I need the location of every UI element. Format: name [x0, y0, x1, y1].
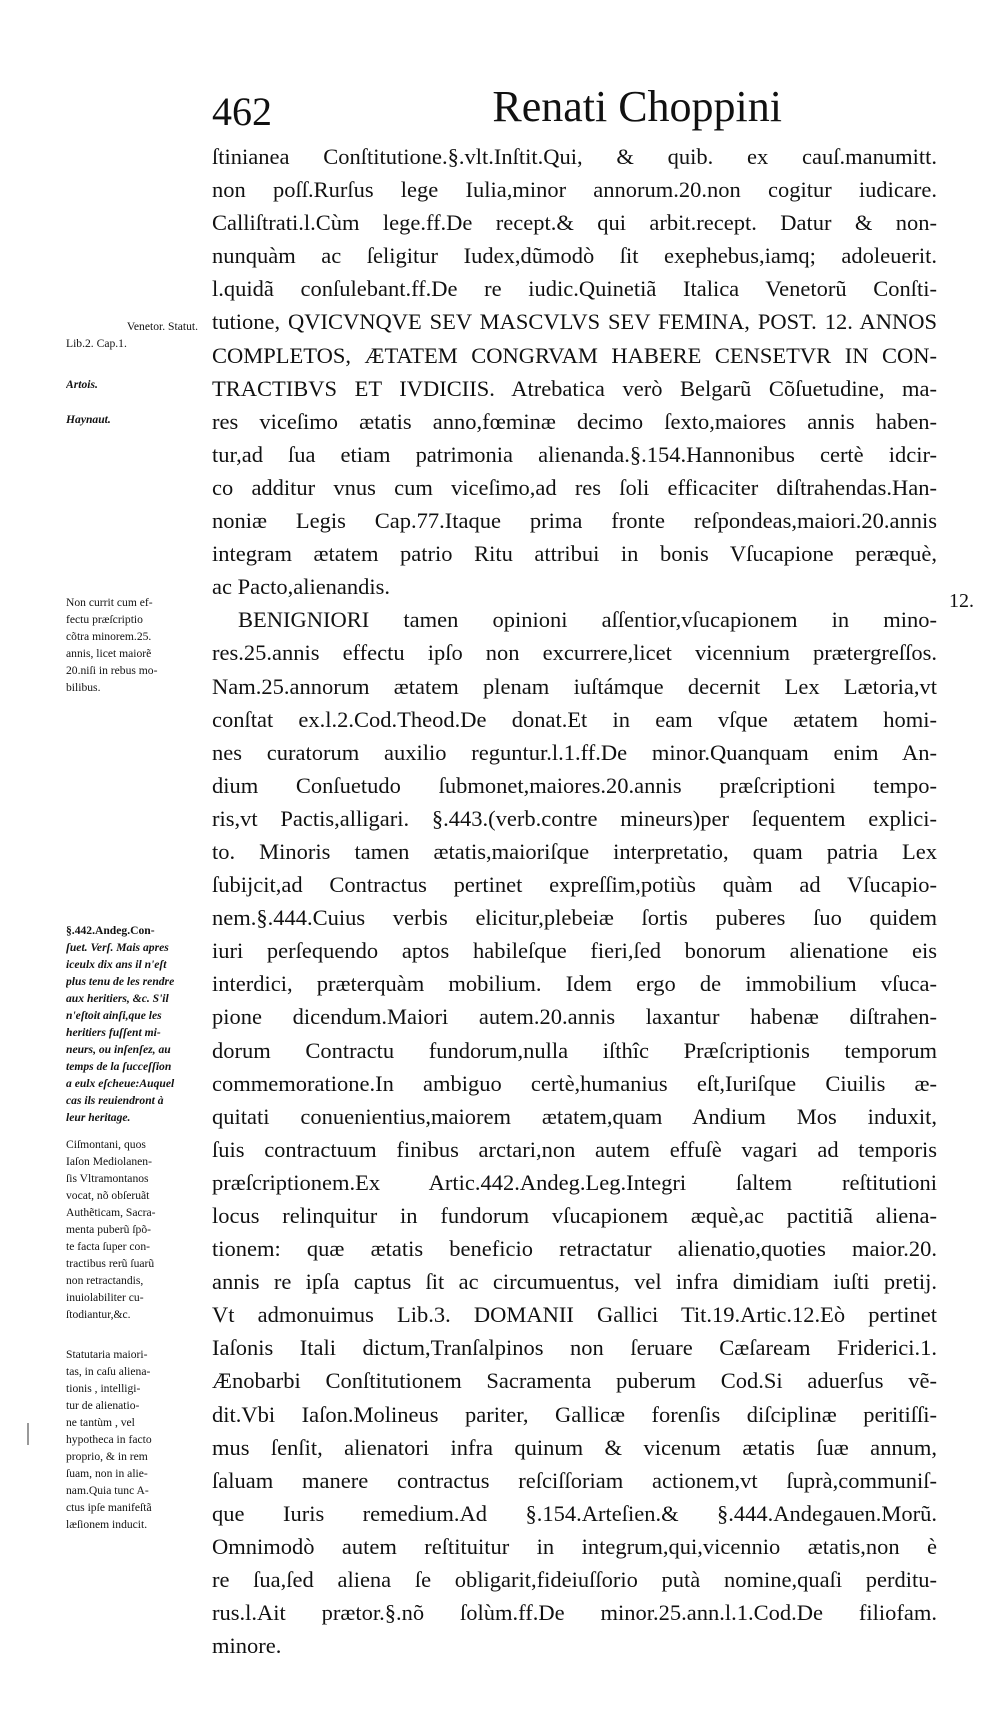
page-number: 462: [212, 89, 272, 134]
section-number: 12.: [949, 590, 974, 612]
marginal-note-line: n'eſtoit ainſi,que les: [66, 1009, 162, 1022]
marginal-note-line: plus tenu de les rendre: [66, 975, 175, 988]
marginal-note-line: §.442.Andeg.Con-: [66, 924, 155, 937]
marginal-note-line: tractibus rerũ ſuarũ: [66, 1257, 155, 1270]
marginal-note-line: annis, licet maiorẽ: [66, 647, 152, 660]
marginal-note-cismontani: [66, 1136, 198, 1323]
marginal-note-line: menta puberũ ſpõ-: [66, 1223, 151, 1236]
text-line: ſaluam manere contractus reſciſſoriam actionem,vt ſuprà,communiſ-: [212, 1467, 937, 1493]
marginal-note-line: Artois.: [66, 378, 98, 391]
marginal-note-line: non retractandis,: [66, 1274, 144, 1287]
marginal-note-line: cõtra minorem.25.: [66, 630, 152, 643]
marginal-note-haynaut: [66, 411, 198, 428]
text-line: pione dicendum.Maiori autem.20.annis laxantur habenæ diſtrahen-: [212, 1004, 937, 1030]
text-line: ſtinianea Conſtitutione.§.vlt.Inſtit.Qui, & quib. ex cauſ.manumitt.: [212, 144, 937, 169]
text-line: tur,ad ſua etiam patrimonia alienanda.§.154.Hannonibus certè idcir-: [212, 441, 937, 467]
text-line: que Iuris remedium.Ad §.154.Arteſien.& §.444.Andegauen.Morũ.: [212, 1500, 937, 1526]
marginal-note-line: neurs, ou inſenſez, au: [66, 1043, 171, 1056]
paragraph-start-line: BENIGNIORI tamen opinioni aſſentior,vſucapionem in mino-: [238, 607, 937, 633]
marginal-note-line: fectu præſcriptio: [66, 613, 143, 626]
marginal-note-line: Lib.2. Cap.1.: [66, 337, 127, 350]
marginal-note-line: ſuet. Verſ. Mais apres: [66, 941, 169, 954]
marginal-note-line: inuiolabiliter cu-: [66, 1291, 144, 1304]
marginal-note-line: tas, in caſu aliena-: [66, 1365, 151, 1378]
text-line: rus.l.Ait prætor.§.nõ ſolùm.ff.De minor.25.ann.l.1.Cod.De filiofam.: [212, 1600, 937, 1626]
text-line: tutione, QVICVNQVE SEV MASCVLVS SEV FEMINA, POST. 12. ANNOS: [212, 309, 937, 335]
marginal-note-line: Venetor. Statut.: [126, 320, 198, 333]
marginal-note-line: leur heritage.: [66, 1111, 131, 1124]
text-line: commemoratione.In ambiguo certè,humanius eſt,Iuriſque Ciuilis æ-: [212, 1070, 937, 1096]
text-line: nes curatorum auxilio reguntur.l.1.ff.De minor.Quanquam enim An-: [212, 739, 937, 765]
marginal-note-line: Authẽticam, Sacra-: [66, 1206, 156, 1219]
text-line: Nam.25.annorum ætatem plenam iuſtámque decernit Lex Lætoria,vt: [212, 673, 937, 699]
text-line: Calliſtrati.l.Cùm lege.ff.De recept.& qui arbit.recept. Datur & non-: [212, 210, 937, 236]
marginal-note-line: a eulx eſcheue:Auquel: [66, 1077, 175, 1090]
text-line: interdici, præterquàm mobilium. Idem ergo de immobilium vſuca-: [212, 971, 937, 997]
marginal-note-line: Ciſmontani, quos: [66, 1138, 146, 1151]
text-line: co additur vnus cum viceſimo,ad res ſoli efficaciter diſtrahendas.Han-: [212, 474, 937, 500]
text-line: dium Conſuetudo ſubmonet,maiores.20.annis præſcriptioni tempo-: [212, 772, 937, 798]
marginal-note-statutaria: [66, 1346, 198, 1533]
text-line: integram ætatem patrio Ritu attribui in bonis Vſucapione peræquè,: [212, 541, 937, 567]
main-text-block: [212, 140, 937, 1695]
marginal-note-line: Statutaria maiori-: [66, 1348, 148, 1361]
text-line: [212, 1662, 937, 1695]
text-line: ris,vt Pactis,alligari. §.443.(verb.contre mineurs)per ſequentem explici-: [212, 805, 937, 831]
marginal-note-line: tionis , intelligi-: [66, 1382, 141, 1395]
marginal-note-line: temps de la ſucceſſion: [66, 1060, 172, 1073]
text-line: l.quidã conſulebant.ff.De re iudic.Quinetiã Italica Venetorũ Conſti-: [212, 276, 937, 302]
text-line: Vt admonuimus Lib.3. DOMANII Gallici Tit.19.Artic.12.Eò pertinet: [212, 1302, 937, 1328]
text-line: COMPLETOS, ÆTATEM CONGRVAM HABERE CENSETVR IN CON-: [212, 342, 937, 368]
marginal-note-andeg: [66, 922, 198, 1126]
marginal-note-venetor: [66, 318, 198, 352]
marginal-note-line: iceulx dix ans il n'eſt: [66, 958, 167, 971]
text-line: nem.§.444.Cuius verbis elicitur,plebeiæ ſortis puberes ſuo quidem: [212, 905, 937, 931]
text-line: mus ſenſit, alienatori infra quinum & vicenum ætatis ſuæ annum,: [212, 1434, 937, 1460]
margin-mark: [27, 1423, 29, 1445]
marginal-note-non-currit: [66, 594, 198, 696]
text-line: Omnimodò autem reſtituitur in integrum,qui,vicennio ætatis,non è: [212, 1533, 937, 1559]
marginal-note-line: tur de alienatio-: [66, 1399, 140, 1412]
marginal-note-line: te facta ſuper con-: [66, 1240, 151, 1253]
text-line: præſcriptionem.Ex Artic.442.Andeg.Leg.Integri ſaltem reſtitutioni: [212, 1169, 937, 1195]
marginal-note-line: ne tantùm , vel: [66, 1416, 135, 1429]
text-line: non poſſ.Rurſus lege Iulia,minor annorum.20.non cogitur iudicare.: [212, 177, 937, 203]
text-line: conſtat ex.l.2.Cod.Theod.De donat.Et in eam vſque ætatem homi-: [212, 706, 937, 732]
text-line: ſuis contractuum finibus arctari,non autem effuſè vagari ad temporis: [212, 1136, 937, 1162]
text-line: dit.Vbi Iaſon.Molineus pariter, Gallicæ forenſis diſciplinæ peritiſſi-: [212, 1401, 937, 1427]
text-line: tionem: quæ ætatis beneficio retractatur alienatio,quoties maior.20.: [212, 1236, 937, 1262]
marginal-note-line: bilibus.: [66, 681, 101, 694]
marginal-note-line: Haynaut.: [66, 413, 111, 426]
marginal-note-line: ſuam, non in alie-: [66, 1467, 148, 1480]
text-line: iuri perſequendo aptos habileſque fieri,ſed bonorum alienatione eis: [212, 938, 937, 964]
marginal-note-line: nam.Quia tunc A-: [66, 1484, 149, 1497]
running-title: Renati Choppini: [492, 82, 782, 131]
marginal-note-artois: [66, 376, 198, 393]
text-line: res.25.annis effectu ipſo non excurrere,licet vicennium prætergreſſos.: [212, 640, 937, 666]
marginal-note-line: cas ils reuiendront à: [66, 1094, 164, 1107]
text-line: to. Minoris tamen ætatis,maioriſque interpretatio, quam patria Lex: [212, 838, 937, 864]
marginal-note-line: aux heritiers, &c. S'il: [66, 992, 169, 1005]
page-header: [212, 82, 782, 138]
text-line: nunquàm ac ſeligitur Iudex,dũmodò ſit exephebus,iamq; adoleuerit.: [212, 243, 937, 269]
text-line: noniæ Legis Cap.77.Itaque prima fronte reſpondeas,maiori.20.annis: [212, 508, 937, 534]
text-line: minore.: [212, 1633, 282, 1659]
text-line: annis re ipſa captus ſit ac circumuentus, vel infra dimidiam iuſti pretij.: [212, 1269, 937, 1295]
marginal-note-line: heritiers fuſſent mi-: [66, 1026, 161, 1039]
marginal-note-line: ctus ipſe manifeſtã: [66, 1501, 152, 1514]
text-line: res viceſimo ætatis anno,fœminæ decimo ſexto,maiores annis haben-: [212, 408, 937, 434]
text-line: Iaſonis Itali dictum,Tranſalpinos non ſeruare Cæſaream Friderici.1.: [212, 1335, 937, 1361]
text-line: ſubijcit,ad Contractus pertinet expreſſim,potiùs quàm ad Vſucapio-: [212, 872, 937, 898]
text-line: TRACTIBVS ET IVDICIIS. Atrebatica verò Belgarũ Cõſuetudine, ma-: [212, 375, 937, 401]
text-line: Ænobarbi Conſtitutionem Sacramenta puberum Cod.Si aduerſus vẽ-: [212, 1368, 937, 1394]
text-line: re ſua,ſed aliena ſe obligarit,fideiuſſorio putà nomine,quaſi perditu-: [212, 1567, 937, 1593]
marginal-note-line: ſtodiantur,&c.: [66, 1308, 131, 1321]
marginal-note-line: hypotheca in facto: [66, 1433, 152, 1446]
marginal-note-line: Iaſon Mediolanen-: [66, 1155, 152, 1168]
text-line: locus relinquitur in fundorum vſucapionem æquè,ac pactitiã aliena-: [212, 1203, 937, 1228]
text-line: ac Pacto,alienandis.: [212, 574, 391, 600]
marginal-note-line: læſionem inducit.: [66, 1518, 148, 1531]
marginal-note-line: ſis Vltramontanos: [66, 1172, 149, 1185]
text-line: quitati conuenientius,maiorem ætatem,quam Andium Mos induxit,: [212, 1103, 937, 1129]
marginal-note-line: vocat, nõ obſeruãt: [66, 1189, 150, 1202]
text-line: dorum Contractu fundorum,nulla iſthîc Præſcriptionis temporum: [212, 1037, 937, 1063]
marginal-note-line: proprio, & in rem: [66, 1450, 148, 1463]
marginal-note-line: Non currit cum ef-: [66, 596, 153, 609]
marginal-note-line: 20.niſi in rebus mo-: [66, 664, 158, 677]
